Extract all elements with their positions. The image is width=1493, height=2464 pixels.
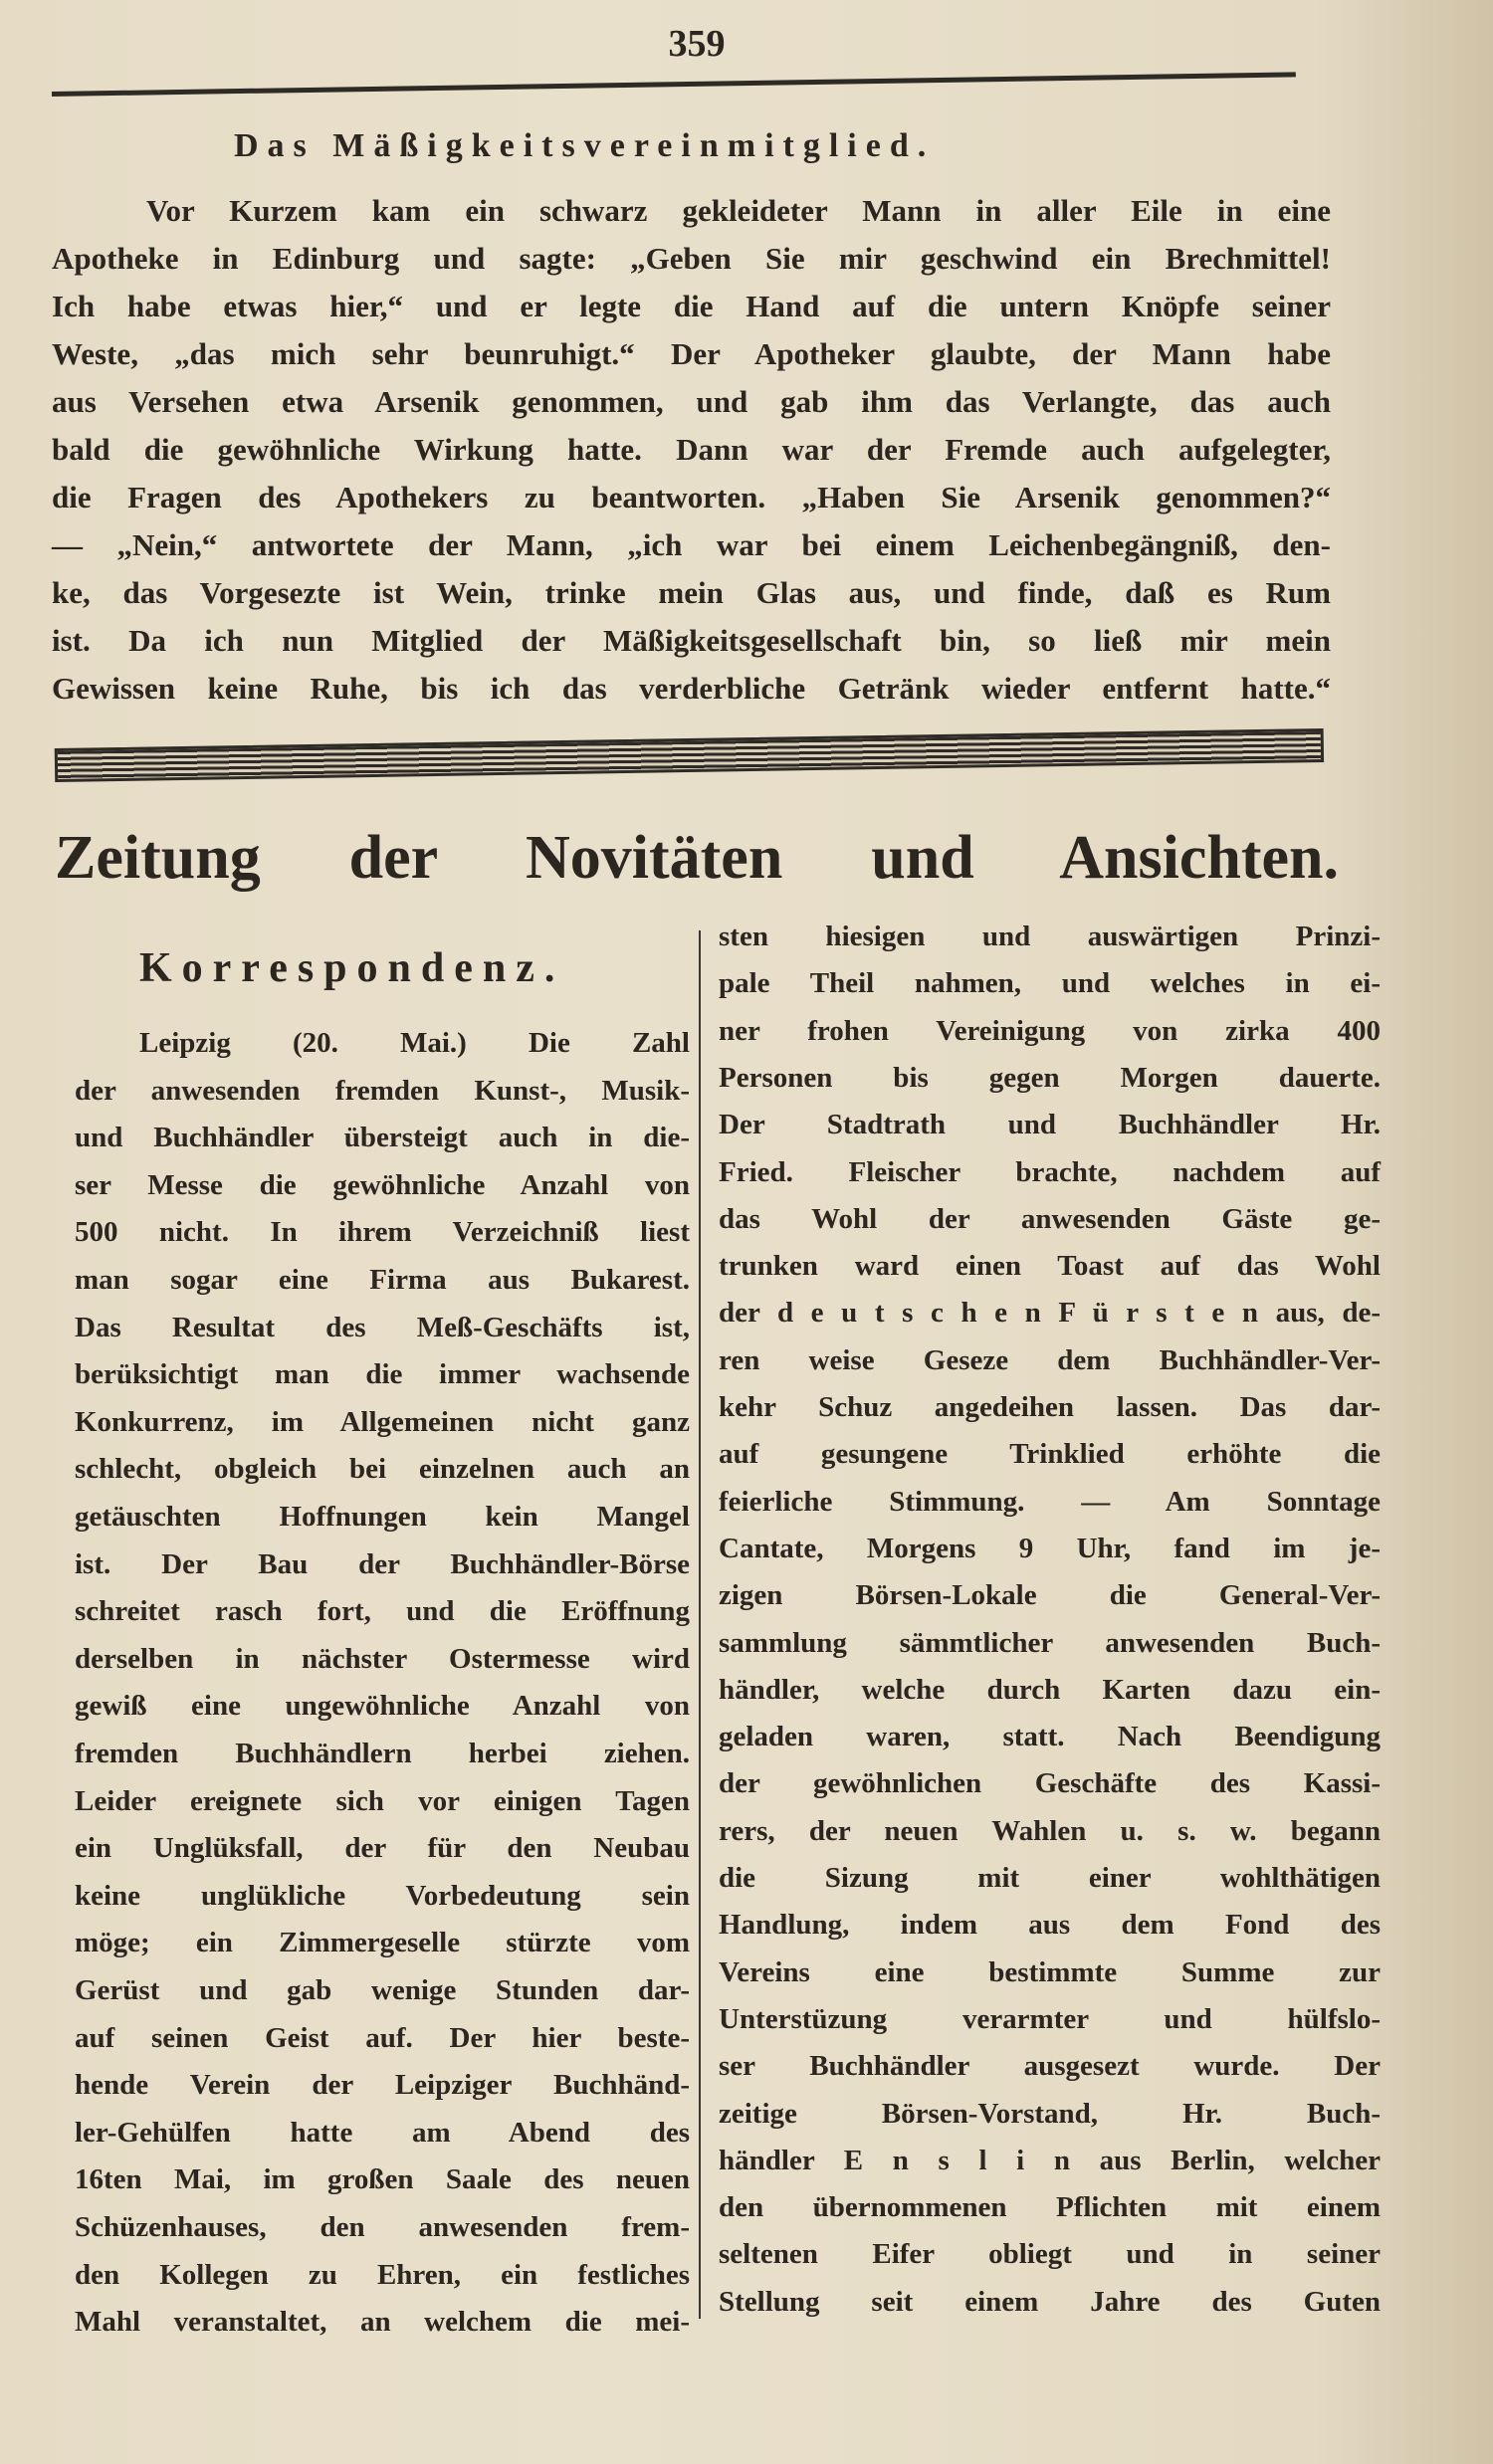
text-line: händler, welche durch Karten dazu ein- — [719, 1673, 1381, 1706]
text-line: Mahl veranstaltet, an welchem die mei- — [75, 2306, 690, 2339]
text-line: ein Unglüksfall, der für den Neubau — [75, 1832, 690, 1865]
column-rule — [699, 930, 701, 2319]
text-line: Schüzenhauses, den anwesenden frem- — [75, 2211, 690, 2243]
text-line: hende Verein der Leipziger Buchhänd- — [75, 2069, 690, 2102]
text-line: ner frohen Vereinigung von zirka 400 — [719, 1014, 1381, 1047]
text-line: ke, das Vorgesezte ist Wein, trinke mein Glas aus, und finde, daß es Rum — [52, 575, 1331, 610]
page-number: 359 — [668, 23, 726, 65]
text-line: den Kollegen zu Ehren, ein festliches — [75, 2258, 690, 2291]
text-line: zeitige Börsen-Vorstand, Hr. Buch- — [719, 2097, 1381, 2130]
header-rule — [52, 72, 1296, 97]
text-line: derselben in nächster Ostermesse wird — [75, 1642, 690, 1675]
text-line: den übernommenen Pflichten mit einem — [719, 2191, 1381, 2224]
text-line: auf gesungene Trinklied erhöhte die — [719, 1438, 1381, 1471]
text-line: bald die gewöhnliche Wirkung hatte. Dann war der Fremde auch aufgelegter, — [52, 432, 1331, 467]
text-line: schreitet rasch fort, und die Eröffnung — [75, 1595, 690, 1628]
text-line: ser Messe die gewöhnliche Anzahl von — [75, 1168, 690, 1201]
text-line: der anwesenden fremden Kunst-, Musik- — [75, 1074, 690, 1107]
text-line: feierliche Stimmung. — Am Sonntage — [719, 1485, 1381, 1518]
text-line: man sogar eine Firma aus Bukarest. — [75, 1264, 690, 1296]
text-line: Gewissen keine Ruhe, bis ich das verderbliche Getränk wieder entfernt hatte.“ — [52, 671, 1331, 706]
text-line: Personen bis gegen Morgen dauerte. — [719, 1061, 1381, 1094]
text-line: die Sizung mit einer wohlthätigen — [719, 1862, 1381, 1894]
article-title: Das Mäßigkeitsvereinmitglied. — [234, 127, 936, 164]
text-line: Ich habe etwas hier,“ und er legte die Hand auf die untern Knöpfe seiner — [52, 289, 1331, 323]
text-line: keine unglükliche Vorbedeutung sein — [75, 1879, 690, 1912]
text-line: rers, der neuen Wahlen u. s. w. begann — [719, 1814, 1381, 1847]
text-line: händler E n s l i n aus Berlin, welcher — [719, 2144, 1381, 2176]
text-line: Der Stadtrath und Buchhändler Hr. — [719, 1109, 1381, 1141]
text-line: Unterstüzung verarmter und hülfslo- — [719, 2002, 1381, 2035]
newspaper-headline: Zeitung der Novitäten und Ansichten. — [55, 824, 1339, 892]
text-line: das Wohl der anwesenden Gäste ge- — [719, 1202, 1381, 1235]
text-line: Apotheke in Edinburg und sagte: „Geben Sie mir geschwind ein Brechmittel! — [52, 241, 1331, 276]
text-line: fremden Buchhändlern herbei ziehen. — [75, 1738, 690, 1769]
text-line: ist. Der Bau der Buchhändler-Börse — [75, 1547, 690, 1580]
text-line: pale Theil nahmen, und welches in ei- — [719, 967, 1381, 1000]
text-line: Leider ereignete sich vor einigen Tagen — [75, 1784, 690, 1817]
text-line: der gewöhnlichen Geschäfte des Kassi- — [719, 1767, 1381, 1800]
text-line: ist. Da ich nun Mitglied der Mäßigkeitsgesellschaft bin, so ließ mir mein — [52, 623, 1331, 658]
text-line: schlecht, obgleich bei einzelnen auch an — [75, 1453, 690, 1486]
text-line: Fried. Fleischer brachte, nachdem auf — [719, 1155, 1381, 1188]
text-line: aus Versehen etwa Arsenik genommen, und gab ihm das Verlangte, das auch — [52, 384, 1331, 419]
section-divider — [55, 728, 1324, 782]
text-line: die Fragen des Apothekers zu beantworten. „Haben Sie Arsenik genommen?“ — [52, 480, 1331, 514]
text-line: gewiß eine ungewöhnliche Anzahl von — [75, 1690, 690, 1723]
text-line: Leipzig (20. Mai.) Die Zahl — [139, 1027, 690, 1059]
text-line: berüksichtigt man die immer wachsende — [75, 1358, 690, 1391]
text-line: Vereins eine bestimmte Summe zur — [719, 1955, 1381, 1988]
text-line: Weste, „das mich sehr beunruhigt.“ Der Apotheker glaubte, der Mann habe — [52, 336, 1331, 371]
text-line: 16ten Mai, im großen Saale des neuen — [75, 2163, 690, 2196]
text-line: und Buchhändler übersteigt auch in die- — [75, 1122, 690, 1154]
text-line: zigen Börsen-Lokale die General-Ver- — [719, 1579, 1381, 1612]
text-line: ser Buchhändler ausgesezt wurde. Der — [719, 2050, 1381, 2083]
text-line: auf seinen Geist auf. Der hier beste- — [75, 2021, 690, 2054]
text-line: ler-Gehülfen hatte am Abend des — [75, 2116, 690, 2149]
text-line: Konkurrenz, im Allgemeinen nicht ganz — [75, 1405, 690, 1438]
text-line: geladen waren, statt. Nach Beendigung — [719, 1721, 1381, 1753]
text-line: Gerüst und gab wenige Stunden dar- — [75, 1974, 690, 2006]
text-line: — „Nein,“ antwortete der Mann, „ich war bei einem Leichenbegängniß, den- — [52, 527, 1331, 562]
text-line: ren weise Geseze dem Buchhändler-Ver- — [719, 1343, 1381, 1376]
text-line: möge; ein Zimmergeselle stürzte vom — [75, 1927, 690, 1959]
text-line: Vor Kurzem kam ein schwarz gekleideter Mann in aller Eile in eine — [146, 193, 1331, 228]
text-line: Stellung seit einem Jahre des Guten — [719, 2285, 1381, 2318]
section-heading: Korrespondenz. — [139, 945, 565, 991]
text-line: der d e u t s c h e n F ü r s t e n aus, de- — [719, 1297, 1381, 1330]
text-line: seltenen Eifer obliegt und in seiner — [719, 2238, 1381, 2271]
text-line: Das Resultat des Meß-Geschäfts ist, — [75, 1311, 690, 1343]
text-line: Handlung, indem aus dem Fond des — [719, 1909, 1381, 1942]
text-line: Cantate, Morgens 9 Uhr, fand im je- — [719, 1532, 1381, 1564]
text-line: sten hiesigen und auswärtigen Prinzi- — [719, 921, 1381, 952]
text-line: trunken ward einen Toast auf das Wohl — [719, 1250, 1381, 1283]
text-line: getäuschten Hoffnungen kein Mangel — [75, 1501, 690, 1533]
text-line: 500 nicht. In ihrem Verzeichniß liest — [75, 1216, 690, 1249]
text-line: sammlung sämmtlicher anwesenden Buch- — [719, 1626, 1381, 1659]
text-line: kehr Schuz angedeihen lassen. Das dar- — [719, 1391, 1381, 1423]
